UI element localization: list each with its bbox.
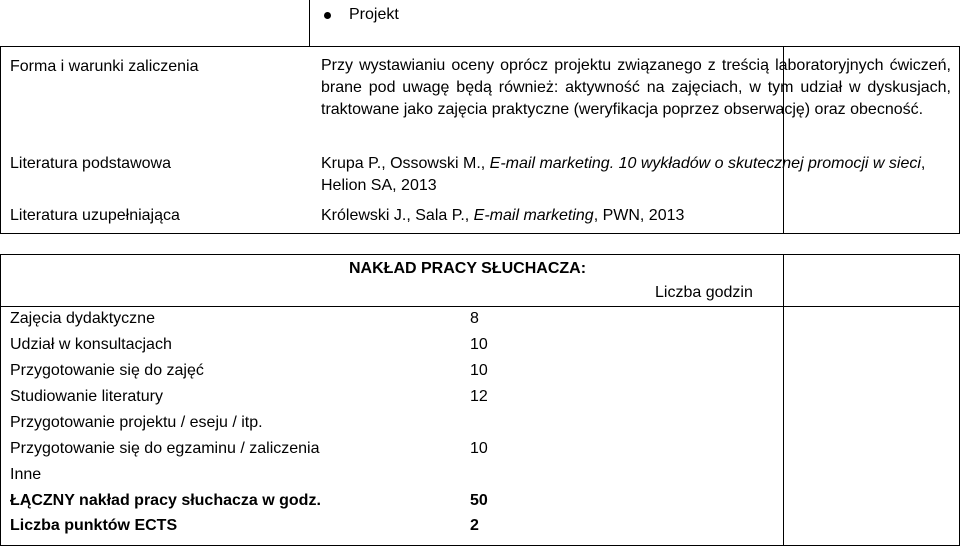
lit-uzupelniajaca-publisher: , PWN, 2013 bbox=[593, 207, 685, 224]
lit-podstawowa-label: Literatura podstawowa bbox=[10, 155, 171, 172]
row-value-zajecia: 8 bbox=[470, 310, 479, 327]
row-label-egzamin: Przygotowanie się do egzaminu / zaliczenia bbox=[10, 440, 320, 457]
lit-podstawowa-authors: Krupa P., Ossowski M., bbox=[321, 155, 490, 172]
workload-left-border bbox=[0, 254, 1, 546]
row-value-konsultacje: 10 bbox=[470, 336, 488, 353]
lit-podstawowa-title: E-mail marketing. 10 wykładów o skutecznej promocji w sieci bbox=[489, 155, 921, 172]
row-value-przygotowanie-zajec: 10 bbox=[470, 362, 488, 379]
row-label-projekt: Przygotowanie projektu / eseju / itp. bbox=[10, 414, 263, 431]
info-top-border bbox=[0, 46, 960, 47]
total-label: ŁĄCZNY nakład pracy słuchacza w godz. bbox=[10, 492, 321, 509]
info-bottom-border bbox=[0, 233, 960, 234]
bullet-icon bbox=[324, 12, 331, 19]
row-label-konsultacje: Udział w konsultacjach bbox=[10, 336, 172, 353]
workload-header-border bbox=[0, 306, 960, 307]
hours-header: Liczba godzin bbox=[655, 284, 753, 301]
info-left-border bbox=[0, 46, 1, 234]
ects-value: 2 bbox=[470, 517, 479, 534]
row-label-inne: Inne bbox=[10, 466, 42, 483]
ects-label: Liczba punktów ECTS bbox=[10, 517, 178, 534]
row-value-egzamin: 10 bbox=[470, 440, 488, 457]
bullet-item: Projekt bbox=[349, 6, 399, 23]
row-label-literatura: Studiowanie literatury bbox=[10, 388, 163, 405]
forma-text: Przy wystawianiu oceny oprócz projektu związanego z treścią laboratoryjnych ćwiczeń, brane pod uwagę będą również: aktywność na zajęciach, w tym udział w dyskusjach, traktowane jako zajęcia praktyczne (weryfikacja poprzez obserwację) oraz obecność. bbox=[321, 57, 951, 118]
workload-inner-divider bbox=[783, 254, 784, 546]
workload-top-border bbox=[0, 254, 960, 255]
total-value: 50 bbox=[470, 492, 488, 509]
row-value-literatura: 12 bbox=[470, 388, 488, 405]
row-label-przygotowanie-zajec: Przygotowanie się do zajęć bbox=[10, 362, 204, 379]
lit-uzupelniajaca-label: Literatura uzupełniająca bbox=[10, 207, 180, 224]
top-divider bbox=[309, 0, 310, 46]
row-label-zajecia: Zajęcia dydaktyczne bbox=[10, 310, 155, 327]
lit-uzupelniajaca-text bbox=[321, 205, 951, 227]
workload-heading: NAKŁAD PRACY SŁUCHACZA: bbox=[349, 260, 587, 277]
lit-podstawowa-publisher: , Helion SA, 2013 bbox=[321, 155, 926, 194]
lit-podstawowa-text bbox=[321, 153, 951, 197]
forma-label: Forma i warunki zaliczenia bbox=[10, 58, 199, 75]
lit-uzupelniajaca-title: E-mail marketing bbox=[473, 207, 594, 224]
lit-uzupelniajaca-authors: Królewski J., Sala P., bbox=[321, 207, 474, 224]
